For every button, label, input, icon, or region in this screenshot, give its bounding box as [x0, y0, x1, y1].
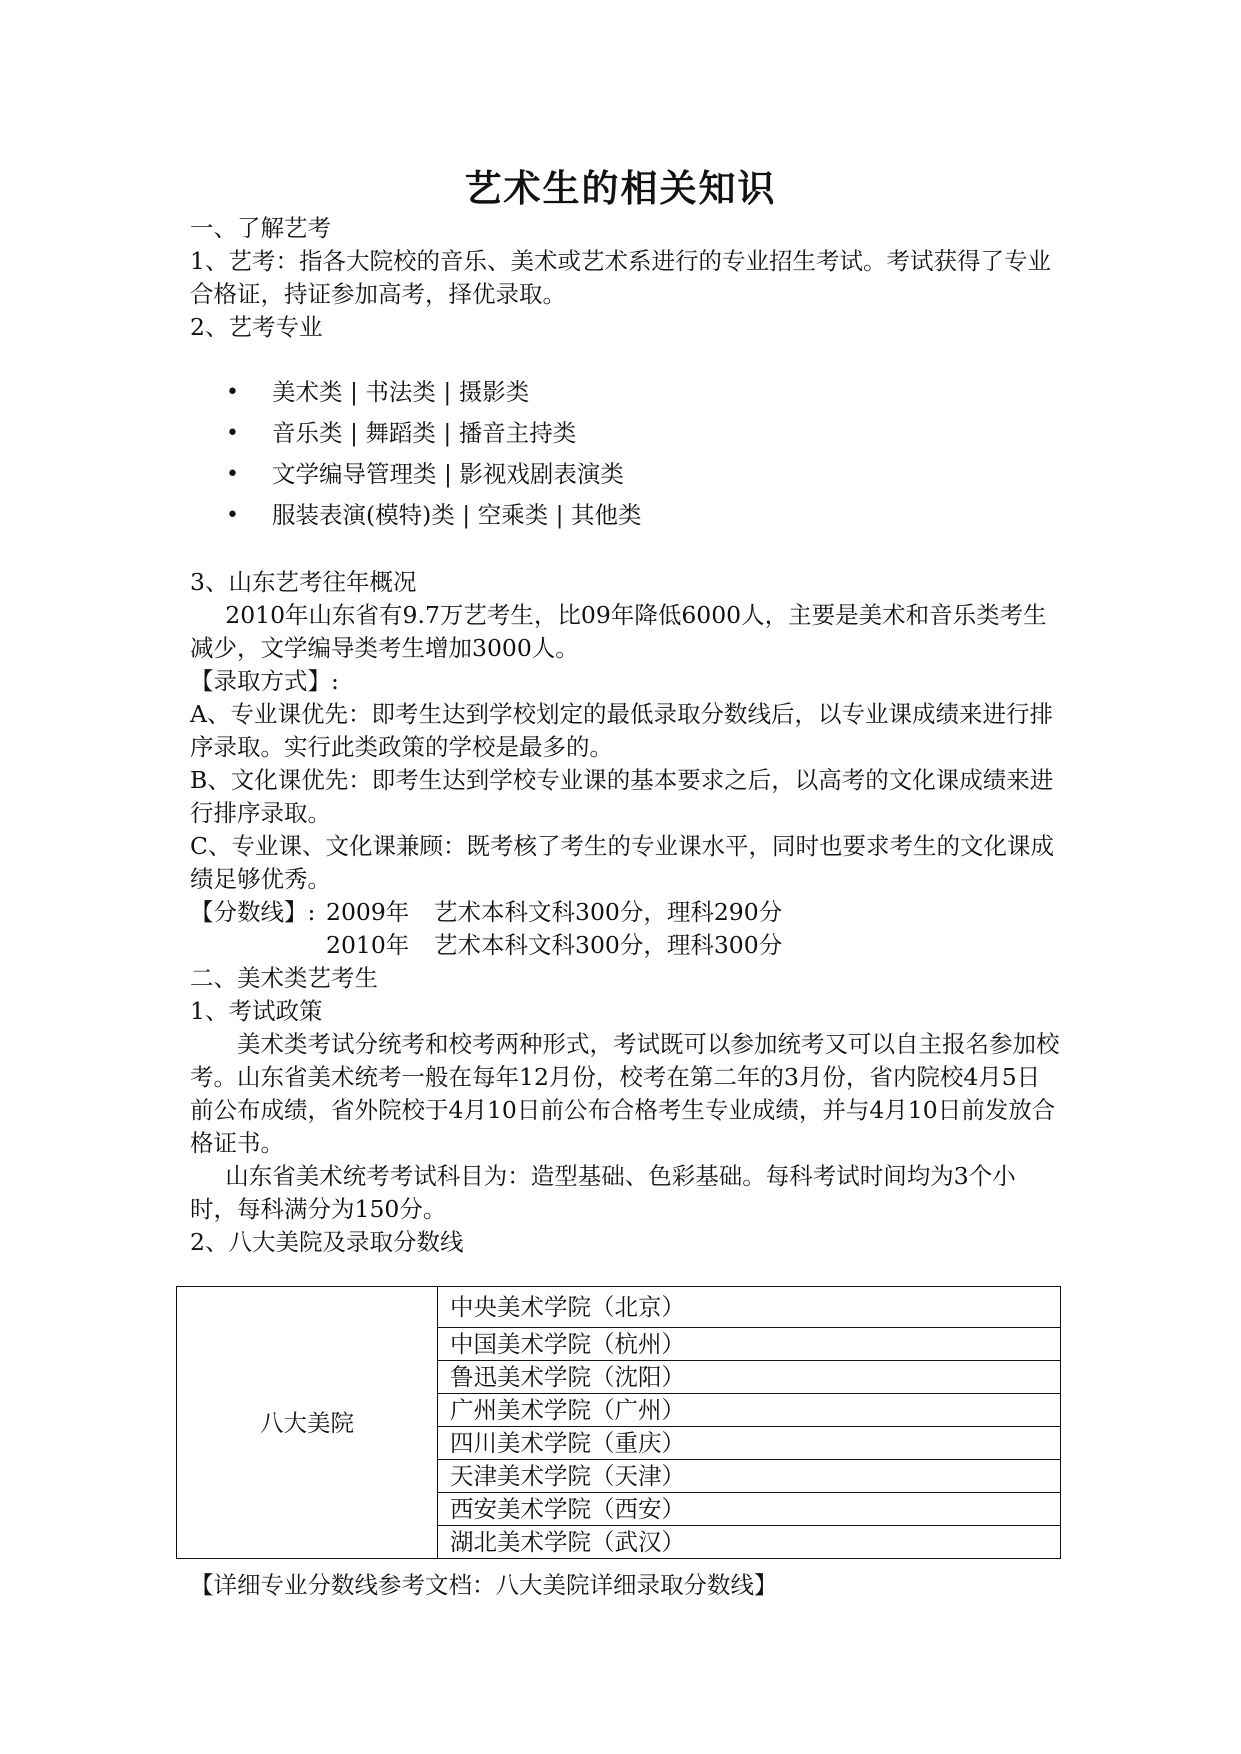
- list-item: • 文学编导管理类 | 影视戏剧表演类: [190, 454, 1060, 495]
- score-year: 2010年: [326, 931, 410, 959]
- majors-list: [190, 372, 1060, 536]
- table-cell: 湖北美术学院（武汉）: [438, 1526, 1061, 1559]
- paragraph-exam-policy: 美术类考试分统考和校考两种形式，考试既可以参加统考又可以自主报名参加校考。山东省美术统考一般在每年12月份，校考在第二年的3月份，省内院校4月5日前公布成绩，省外院校于4月10日前公布合格考生专业成绩，并与4月10日前发放合格证书。: [190, 1030, 1060, 1157]
- table-group-cell: 八大美院: [177, 1287, 438, 1559]
- score-text: 艺术本科文科300分，理科300分: [434, 931, 783, 959]
- score-label: 【分数线】:: [190, 898, 316, 926]
- academies-table: [176, 1286, 1061, 1559]
- table-cell: 四川美术学院（重庆）: [438, 1427, 1061, 1460]
- table-cell: 天津美术学院（天津）: [438, 1460, 1061, 1493]
- table-cell: 广州美术学院（广州）: [438, 1394, 1061, 1427]
- paragraph-art-majors-heading: 2、艺考专业: [190, 313, 323, 341]
- list-item: • 音乐类 | 舞蹈类 | 播音主持类: [190, 413, 1060, 454]
- list-item: • 服装表演(模特)类 | 空乘类 | 其他类: [190, 495, 1060, 536]
- table-cell: 中央美术学院（北京）: [438, 1287, 1061, 1328]
- page-title: 艺术生的相关知识: [464, 166, 777, 210]
- section-2-heading: 二、美术类艺考生: [190, 964, 378, 992]
- list-item: • 美术类 | 书法类 | 摄影类: [190, 372, 1060, 413]
- table-cell: 中国美术学院（杭州）: [438, 1328, 1061, 1361]
- table-row: [177, 1287, 1061, 1328]
- reference-note: 【详细专业分数线参考文档：八大美院详细录取分数线】: [190, 1571, 778, 1599]
- score-text: 艺术本科文科300分，理科290分: [434, 898, 783, 926]
- paragraph-art-exam-definition: 1、艺考：指各大院校的音乐、美术或艺术系进行的专业招生考试。考试获得了专业合格证，持证参加高考，择优录取。: [190, 247, 1051, 308]
- paragraph-shandong-overview-heading: 3、山东艺考往年概况: [190, 568, 417, 596]
- score-row-2009: [190, 896, 1060, 929]
- paragraph-eight-academies-heading: 2、八大美院及录取分数线: [190, 1228, 464, 1256]
- table-cell: 鲁迅美术学院（沈阳）: [438, 1361, 1061, 1394]
- document-body: [190, 212, 1060, 1259]
- section-1-heading: 一、了解艺考: [190, 214, 331, 242]
- paragraph-admission-b: B、文化课优先：即考生达到学校专业课的基本要求之后，以高考的文化课成绩来进行排序录取。: [190, 766, 1054, 827]
- score-year: 2009年: [326, 898, 410, 926]
- table-cell: 西安美术学院（西安）: [438, 1493, 1061, 1526]
- admission-heading: 【录取方式】:: [190, 667, 339, 695]
- score-row-2010: [190, 929, 1060, 962]
- paragraph-exam-policy-heading: 1、考试政策: [190, 997, 323, 1025]
- paragraph-exam-subjects: 山东省美术统考考试科目为：造型基础、色彩基础。每科考试时间均为3个小时，每科满分为150分。: [190, 1162, 1016, 1223]
- paragraph-admission-c: C、专业课、文化课兼顾：既考核了考生的专业课水平，同时也要求考生的文化课成绩足够优秀。: [190, 832, 1054, 893]
- paragraph-admission-a: A、专业课优先：即考生达到学校划定的最低录取分数线后，以专业课成绩来进行排序录取。实行此类政策的学校是最多的。: [190, 700, 1053, 761]
- paragraph-shandong-overview: 2010年山东省有9.7万艺考生，比09年降低6000人，主要是美术和音乐类考生减少，文学编导类考生增加3000人。: [190, 601, 1047, 662]
